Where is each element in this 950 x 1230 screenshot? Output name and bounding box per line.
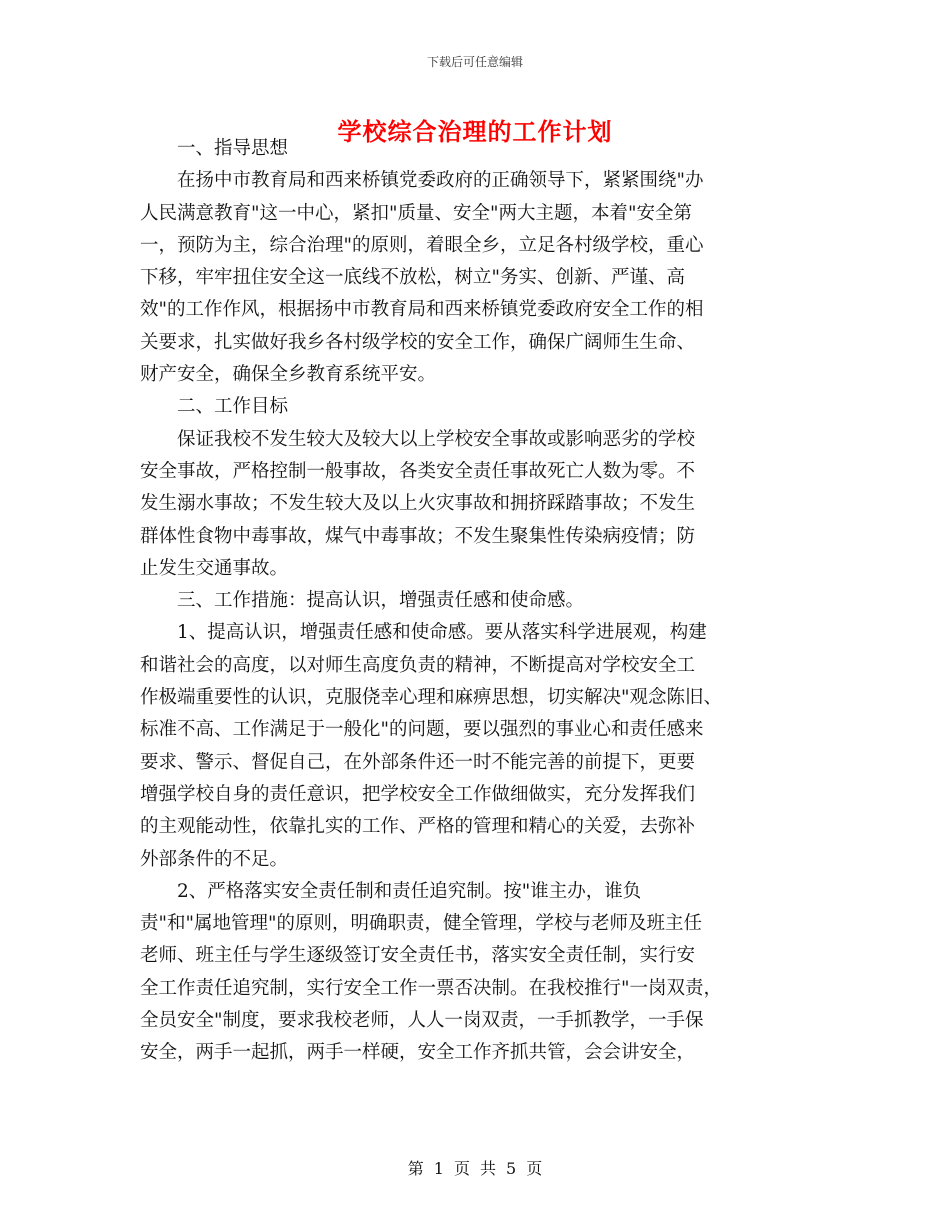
header-note: 下载后可任意编辑 [426,55,523,69]
body-line: 安全事故，严格控制一般事故，各类安全责任事故死亡人数为零。不 [140,460,696,482]
page-number: 1 [433,1159,444,1178]
body-line: 一、指导思想 [140,138,289,159]
document-body [140,133,820,1070]
body-line: 安全，两手一起抓，两手一样硬，安全工作齐抓共管，会会讲安全， [140,1042,696,1064]
body-line: 财产安全，确保全乡教育系统平安。 [140,364,437,386]
body-line: 发生溺水事故；不发生较大及以上火灾事故和拥挤踩踏事故；不发生 [140,493,696,515]
body-line: 增强学校自身的责任意识，把学校安全工作做细做实，充分发挥我们 [140,783,696,805]
body-line: 要求、警示、督促自己，在外部条件还一时不能完善的前提下，更要 [140,751,696,773]
total-prefix: 共 [480,1159,497,1178]
body-line: 下移，牢牢扭住安全这一底线不放松，树立"务实、创新、严谨、高 [140,267,686,289]
body-line: 一，预防为主，综合治理"的原则，着眼全乡，立足各村级学校，重心 [140,234,704,256]
body-line: 在扬中市教育局和西来桥镇党委政府的正确领导下，紧紧围绕"办 [140,170,704,192]
body-line: 老师、班主任与学生逐级签订安全责任书，落实安全责任制，实行安 [140,945,696,967]
body-line: 责"和"属地管理"的原则，明确职责，健全管理，学校与老师及班主任 [140,913,703,935]
document-title: 学校综合治理的工作计划 [337,117,613,146]
body-line: 止发生交通事故。 [140,557,289,579]
body-line: 2、严格落实安全责任制和责任追究制。按"谁主办，谁负 [140,880,642,902]
body-line: 的主观能动性，依靠扎实的工作、严格的管理和精心的关爱，去弥补 [140,816,696,838]
body-line: 和谐社会的高度，以对师生高度负责的精神，不断提高对学校安全工 [140,654,696,676]
body-line: 关要求，扎实做好我乡各村级学校的安全工作，确保广阔师生生命、 [140,331,696,353]
body-line: 群体性食物中毒事故，煤气中毒事故；不发生聚集性传染病疫情；防 [140,525,696,547]
page-prefix: 第 [407,1159,424,1178]
body-line: 保证我校不发生较大及较大以上学校安全事故或影响恶劣的学校 [140,428,696,450]
page-unit: 页 [453,1159,470,1178]
body-line: 二、工作目标 [140,396,289,418]
page-footer [0,1156,950,1179]
body-line: 人民满意教育"这一中心，紧扣"质量、安全"两大主题，本着"安全第 [140,202,693,224]
body-line: 外部条件的不足。 [140,848,289,870]
body-line: 全工作责任追究制，实行安全工作一票否决制。在我校推行"一岗双责， [140,977,723,999]
total-pages: 5 [506,1159,517,1178]
body-line: 标准不高、工作满足于一般化"的问题，要以强烈的事业心和责任感来 [140,719,704,741]
total-unit: 页 [526,1159,543,1178]
body-line: 全员安全"制度，要求我校老师，人人一岗双责，一手抓教学，一手保 [140,1010,704,1032]
body-line: 1、提高认识，增强责任感和使命感。要从落实科学进展观，构建 [140,622,707,644]
body-line: 三、工作措施：提高认识，增强责任感和使命感。 [140,590,585,612]
body-line: 效"的工作作风，根据扬中市教育局和西来桥镇党委政府安全工作的相 [140,299,704,321]
body-line: 作极端重要性的认识，克服侥幸心理和麻痹思想，切实解决"观念陈旧、 [140,687,723,709]
